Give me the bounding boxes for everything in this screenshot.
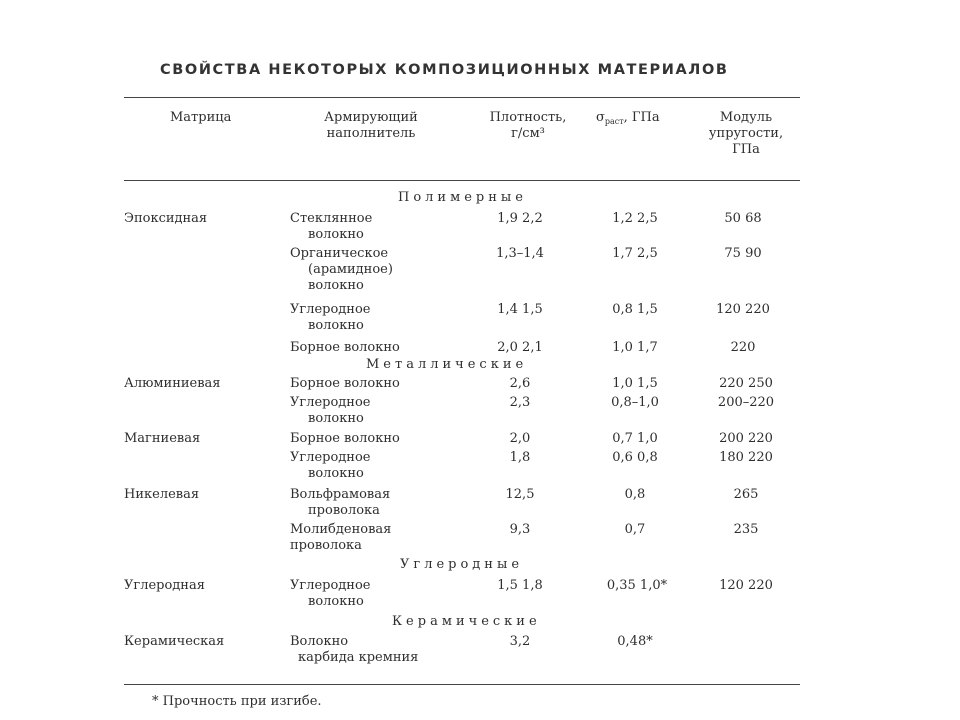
cell-density: 2,0 2,1	[497, 340, 543, 355]
header-rule	[124, 180, 800, 181]
cell-sigma: 1,7 2,5	[612, 246, 658, 261]
cell-filler: Молибденовая проволока	[290, 522, 392, 553]
cell-filler: Углеродное волокно	[290, 302, 371, 333]
cell-modulus: 265	[733, 487, 759, 502]
group-carbon: Углеродные	[400, 557, 524, 572]
cell-sigma: 1,0 1,5	[612, 376, 658, 391]
cell-modulus: 120 220	[719, 578, 773, 593]
cell-filler: Борное волокно	[290, 376, 400, 391]
cell-density: 2,6	[509, 376, 531, 391]
cell-filler: Углеродное волокно	[290, 450, 371, 481]
header-modulus: Модуль упругости, ГПа	[708, 110, 784, 157]
cell-density: 1,8	[509, 450, 531, 465]
header-filler: Армирующий наполнитель	[324, 110, 418, 141]
cell-density: 2,3	[509, 395, 531, 410]
cell-modulus: 50 68	[724, 211, 762, 226]
header-matrix: Матрица	[170, 110, 232, 125]
cell-filler: Вольфрамовая проволока	[290, 487, 391, 518]
group-polymer: Полимерные	[398, 190, 527, 205]
cell-modulus: 180 220	[719, 450, 773, 465]
header-sigma: $\sigma_{раст}$, ГПа	[596, 110, 660, 126]
cell-sigma: 0,35 1,0*	[606, 578, 668, 593]
cell-sigma: 0,8 1,5	[612, 302, 658, 317]
cell-matrix: Углеродная	[124, 578, 205, 593]
cell-matrix: Эпоксидная	[124, 211, 208, 226]
cell-filler: Волокно карбида кремния	[290, 634, 419, 665]
cell-sigma: 1,2 2,5	[612, 211, 658, 226]
cell-filler: Углеродное волокно	[290, 578, 371, 609]
cell-modulus: 235	[733, 522, 759, 537]
cell-filler: Стеклянное волокно	[290, 211, 373, 242]
cell-density: 1,4 1,5	[497, 302, 543, 317]
group-metal: Металлические	[366, 357, 528, 372]
cell-modulus: 200–220	[717, 395, 775, 410]
cell-filler: Органическое (арамидное) волокно	[290, 246, 393, 293]
cell-filler: Борное волокно	[290, 431, 400, 446]
bottom-rule	[124, 684, 800, 685]
cell-sigma: 0,6 0,8	[612, 450, 658, 465]
cell-density: 12,5	[505, 487, 535, 502]
cell-density: 1,3–1,4	[496, 246, 544, 261]
cell-matrix: Магниевая	[124, 431, 201, 446]
cell-sigma: 0,7	[624, 522, 646, 537]
table-title: СВОЙСТВА НЕКОТОРЫХ КОМПОЗИЦИОННЫХ МАТЕРИАЛОВ	[160, 62, 729, 78]
cell-sigma: 0,8	[624, 487, 646, 502]
cell-sigma: 0,8–1,0	[611, 395, 659, 410]
cell-modulus: 75 90	[724, 246, 762, 261]
cell-matrix: Никелевая	[124, 487, 200, 502]
cell-density: 2,0	[509, 431, 531, 446]
cell-modulus: 200 220	[719, 431, 773, 446]
cell-density: 9,3	[509, 522, 531, 537]
cell-matrix: Керамическая	[124, 634, 225, 649]
cell-density: 1,9 2,2	[497, 211, 543, 226]
cell-sigma: 1,0 1,7	[612, 340, 658, 355]
cell-sigma: 0,7 1,0	[612, 431, 658, 446]
cell-filler: Борное волокно	[290, 340, 400, 355]
cell-matrix: Алюминиевая	[124, 376, 221, 391]
cell-density: 1,5 1,8	[497, 578, 543, 593]
group-ceramic: Керамические	[392, 614, 541, 629]
cell-density: 3,2	[509, 634, 531, 649]
top-rule	[124, 97, 800, 98]
cell-filler: Углеродное волокно	[290, 395, 371, 426]
cell-sigma: 0,48*	[617, 634, 653, 649]
header-density: Плотность, г/см³	[489, 110, 567, 141]
footnote: * Прочность при изгибе.	[152, 694, 322, 709]
cell-modulus: 220	[730, 340, 756, 355]
cell-modulus: 120 220	[716, 302, 770, 317]
cell-modulus: 220 250	[719, 376, 773, 391]
